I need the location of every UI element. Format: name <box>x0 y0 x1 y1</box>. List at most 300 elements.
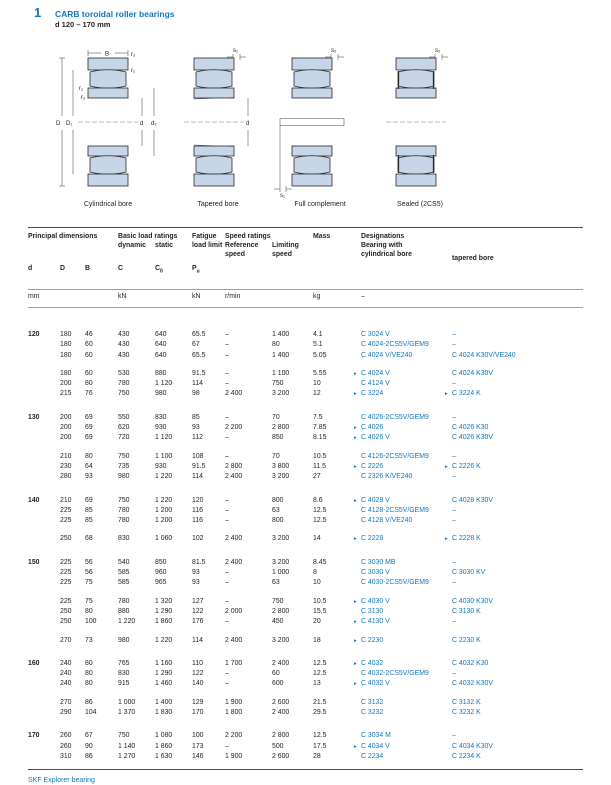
cell-C: 550 <box>118 413 130 421</box>
cell-C0: 1 320 <box>155 597 173 605</box>
cell-d <box>28 742 60 752</box>
designation-tapered: – <box>452 618 456 626</box>
cell-limiting-speed: 2 800 <box>272 732 290 740</box>
cell-B: 86 <box>85 752 93 760</box>
cell-C: 430 <box>118 351 130 359</box>
cell-designation-cylindrical <box>354 330 445 340</box>
cell-Pu: 173 <box>192 742 204 750</box>
skf-explorer-marker: ▸ <box>354 463 357 470</box>
cell-designation-tapered <box>445 617 583 627</box>
cell-C0: 1 400 <box>155 698 173 706</box>
cell-d <box>28 516 60 526</box>
cell-C: 430 <box>118 331 130 338</box>
cell-designation-tapered <box>445 679 583 689</box>
cell-limiting-speed: 1 000 <box>272 569 290 577</box>
designation-cylindrical: C 4028 V <box>361 496 390 504</box>
cell-limiting-speed: 2 400 <box>272 709 290 717</box>
dim-label-s2: s₂ <box>435 48 441 54</box>
designation-tapered: C 2228 K <box>452 535 481 543</box>
cell-reference-speed: 2 000 <box>225 607 243 615</box>
cell-mass: 18 <box>313 636 321 644</box>
designation-tapered: C 3030 KV <box>452 569 486 577</box>
cell-reference-speed: – <box>225 413 229 421</box>
cell-B: 60 <box>85 341 93 349</box>
cell-limiting-speed: 3 200 <box>272 558 290 566</box>
table-row <box>28 413 583 423</box>
designation-cylindrical: C 3030 MB <box>361 558 396 566</box>
cell-limiting-speed: 80 <box>272 341 280 349</box>
table-row <box>28 452 583 462</box>
cell-C: 430 <box>118 341 130 349</box>
table-row <box>28 597 583 607</box>
cell-D: 180 <box>60 331 72 338</box>
sym-B: B <box>85 265 90 272</box>
cell-limiting-speed: 63 <box>272 506 280 514</box>
designation-cylindrical: C 3034 M <box>361 732 391 740</box>
cell-Pu: 93 <box>192 579 200 587</box>
cell-designation-tapered <box>445 506 583 516</box>
cell-Pu: 122 <box>192 607 204 615</box>
cell-C: 750 <box>118 496 130 504</box>
cell-C: 1 140 <box>118 742 136 750</box>
figure-caption: Sealed (2CS5) <box>397 201 443 208</box>
cell-designation-cylindrical <box>354 636 445 646</box>
cell-designation-cylindrical <box>354 752 445 762</box>
cell-B: 69 <box>85 434 93 442</box>
cell-limiting-speed: 600 <box>272 680 284 688</box>
cell-mass: 10 <box>313 380 321 388</box>
cell-C: 540 <box>118 558 130 566</box>
cell-reference-speed: 2 200 <box>225 732 243 740</box>
cell-reference-speed: 2 200 <box>225 424 243 432</box>
cell-mass: 8.15 <box>313 434 327 442</box>
col-designations-3: cylindrical bore <box>361 251 412 258</box>
cell-d <box>28 534 60 544</box>
cell-D: 280 <box>60 473 72 481</box>
designation-tapered: C 3224 K <box>452 390 481 398</box>
cell-reference-speed: – <box>225 434 229 442</box>
designation-tapered: C 4028 K30V <box>452 496 493 504</box>
cell-C0: 1 220 <box>155 636 173 644</box>
cell-B: 104 <box>85 709 97 717</box>
cell-reference-speed: – <box>225 742 229 750</box>
cell-designation-cylindrical <box>354 423 445 433</box>
designation-tapered: C 4032 K30V <box>452 680 493 688</box>
cell-limiting-speed: 60 <box>272 670 280 678</box>
designation-tapered: – <box>452 579 456 587</box>
cell-mass: 7.85 <box>313 424 327 432</box>
cell-B: 69 <box>85 496 93 504</box>
cell-d <box>28 636 60 646</box>
cell-C: 750 <box>118 732 130 740</box>
cell-C0: 1 080 <box>155 732 173 740</box>
cell-C0: 640 <box>155 341 167 349</box>
cell-C0: 1 120 <box>155 380 173 388</box>
cell-designation-tapered <box>445 742 583 752</box>
cell-designation-tapered <box>445 389 583 399</box>
cell-reference-speed: – <box>225 351 229 359</box>
cell-designation-tapered <box>445 558 583 568</box>
cell-C: 585 <box>118 569 130 577</box>
cell-reference-speed: 1 900 <box>225 698 243 706</box>
cell-reference-speed: 2 400 <box>225 473 243 481</box>
cell-B: 67 <box>85 732 93 740</box>
cell-designation-tapered <box>445 578 583 588</box>
cell-limiting-speed: 800 <box>272 496 284 504</box>
cell-C0: 1 160 <box>155 659 173 667</box>
col-mass: Mass <box>313 233 331 240</box>
designation-cylindrical: C 3130 <box>361 607 384 615</box>
cell-B: 85 <box>85 506 93 514</box>
bearing-drawing-cylindrical <box>52 46 164 198</box>
cell-C: 720 <box>118 434 130 442</box>
designation-tapered: – <box>452 506 456 514</box>
designation-cylindrical: C 3232 <box>361 709 384 717</box>
skf-explorer-marker: ▸ <box>354 598 357 605</box>
designation-cylindrical: C 4026-2CS5V/GEM9 <box>361 413 429 421</box>
dim-label-r1-left: r₁ <box>79 86 84 92</box>
cell-C: 830 <box>118 670 130 678</box>
cell-limiting-speed: 1 100 <box>272 369 290 377</box>
cell-reference-speed: – <box>225 452 229 460</box>
cell-designation-tapered <box>445 669 583 679</box>
cell-reference-speed: 2 400 <box>225 535 243 543</box>
cell-Pu: 91.5 <box>192 462 206 470</box>
cell-D: 270 <box>60 636 72 644</box>
cell-reference-speed: – <box>225 579 229 587</box>
cell-D: 225 <box>60 569 72 577</box>
cell-limiting-speed: 63 <box>272 579 280 587</box>
dim-label-d2: d₂ <box>151 121 157 127</box>
cell-reference-speed: 2 400 <box>225 390 243 398</box>
cell-designation-cylindrical <box>354 496 445 506</box>
cell-mass: 11.5 <box>313 462 326 470</box>
section-number: 1 <box>34 5 42 20</box>
figure-caption: Full complement <box>294 201 346 208</box>
cell-B: 69 <box>85 413 93 421</box>
table-row <box>28 369 583 379</box>
cell-Pu: 112 <box>192 434 203 442</box>
cell-designation-cylindrical <box>354 659 445 669</box>
cell-designation-cylindrical <box>354 607 445 617</box>
cell-designation-tapered <box>445 636 583 646</box>
designation-tapered: – <box>452 341 456 349</box>
cell-designation-tapered <box>445 568 583 578</box>
skf-explorer-marker: ▸ <box>354 637 357 644</box>
cell-D: 225 <box>60 597 72 605</box>
col-dynamic: dynamic <box>118 242 146 249</box>
unit-designations: – <box>361 293 365 300</box>
cell-reference-speed: – <box>225 369 229 377</box>
page-title: CARB toroidal roller bearings <box>55 9 175 19</box>
table-row <box>28 516 583 526</box>
bore-group-d-170 <box>28 731 583 762</box>
cell-d <box>28 389 60 399</box>
cell-D: 200 <box>60 434 72 442</box>
designation-tapered: C 4024 K30V/VE240 <box>452 351 516 359</box>
cell-d: 130 <box>28 413 40 421</box>
cell-designation-cylindrical <box>354 568 445 578</box>
cell-mass: 12.5 <box>313 732 327 740</box>
cell-designation-cylindrical <box>354 413 445 423</box>
dim-label-s1: s₁ <box>233 48 239 54</box>
cell-B: 80 <box>85 452 93 460</box>
cell-designation-tapered <box>445 698 583 708</box>
designation-cylindrical: C 3132 <box>361 698 384 706</box>
cell-d <box>28 708 60 718</box>
unit-mm: mm <box>28 293 40 300</box>
cell-D: 225 <box>60 558 72 566</box>
table-row <box>28 731 583 741</box>
cell-designation-tapered <box>445 607 583 617</box>
cell-Pu: 93 <box>192 424 200 432</box>
dim-label-s2: s₂ <box>331 48 337 54</box>
explorer-footnote: SKF Explorer bearing <box>28 777 95 784</box>
table-row <box>28 506 583 516</box>
cell-D: 250 <box>60 618 72 626</box>
rule-above-units <box>28 289 583 290</box>
table-row <box>28 698 583 708</box>
designation-tapered: C 3232 K <box>452 709 481 717</box>
cell-d: 160 <box>28 659 40 667</box>
cell-B: 60 <box>85 351 93 359</box>
designation-tapered: – <box>452 558 456 566</box>
dim-label-d: d <box>246 121 250 127</box>
cell-B: 90 <box>85 742 93 750</box>
col-principal-dimensions: Principal dimensions <box>28 233 98 240</box>
cell-mass: 20 <box>313 618 321 626</box>
cell-mass: 28 <box>313 752 321 760</box>
cell-reference-speed: – <box>225 380 229 388</box>
skf-explorer-marker: ▸ <box>354 619 357 626</box>
table-header <box>28 227 583 331</box>
designation-cylindrical: C 4032 <box>361 659 384 667</box>
cell-reference-speed: 1 700 <box>225 659 243 667</box>
cell-d <box>28 578 60 588</box>
designation-tapered: – <box>452 380 456 388</box>
cell-C: 1 220 <box>118 618 136 626</box>
cell-limiting-speed: 2 600 <box>272 698 290 706</box>
cell-limiting-speed: 750 <box>272 380 284 388</box>
cell-limiting-speed: 850 <box>272 434 284 442</box>
cell-C0: 1 460 <box>155 680 173 688</box>
table-row <box>28 752 583 762</box>
designation-cylindrical: C 3224 <box>361 390 384 398</box>
cell-mass: 8.6 <box>313 496 323 504</box>
cell-designation-tapered <box>445 423 583 433</box>
cell-designation-cylindrical <box>354 597 445 607</box>
cell-D: 260 <box>60 732 72 740</box>
cell-C: 735 <box>118 462 130 470</box>
designation-tapered: C 3132 K <box>452 698 481 706</box>
cell-Pu: 98 <box>192 390 200 398</box>
cell-B: 75 <box>85 597 93 605</box>
cell-mass: 5.05 <box>313 351 327 359</box>
dim-label-r2-top: r₂ <box>131 52 136 58</box>
cell-D: 225 <box>60 517 72 525</box>
cell-D: 225 <box>60 506 72 514</box>
cell-reference-speed: – <box>225 506 229 514</box>
table-row <box>28 607 583 617</box>
cell-D: 240 <box>60 680 72 688</box>
cell-C0: 965 <box>155 579 167 587</box>
figure-caption: Tapered bore <box>197 201 239 208</box>
footer-rule <box>28 769 583 770</box>
skf-explorer-marker: ▸ <box>354 743 357 750</box>
cell-mass: 12.5 <box>313 659 327 667</box>
col-designations-1: Designations <box>361 233 405 240</box>
cell-limiting-speed: 1 400 <box>272 331 290 338</box>
cell-B: 76 <box>85 390 93 398</box>
rule-below-units <box>28 307 583 308</box>
designation-cylindrical: C 4128-2CS5V/GEM9 <box>361 506 429 514</box>
cell-C0: 1 120 <box>155 434 173 442</box>
cell-D: 240 <box>60 659 72 667</box>
cell-designation-cylindrical <box>354 462 445 472</box>
cell-D: 260 <box>60 742 72 750</box>
cell-C0: 930 <box>155 462 167 470</box>
cell-B: 93 <box>85 473 93 481</box>
cell-designation-cylindrical <box>354 679 445 689</box>
cell-designation-cylindrical <box>354 506 445 516</box>
dim-label-r1-top: r₁ <box>131 68 136 74</box>
col-static: static <box>155 242 174 249</box>
cell-B: 68 <box>85 535 93 543</box>
cell-Pu: 176 <box>192 618 204 626</box>
cell-Pu: 114 <box>192 380 203 388</box>
cell-limiting-speed: 3 800 <box>272 462 290 470</box>
cell-C0: 640 <box>155 331 167 338</box>
col-limiting-1: Limiting <box>272 242 299 249</box>
cell-reference-speed: 2 400 <box>225 558 243 566</box>
cell-Pu: 146 <box>192 752 204 760</box>
dim-label-D1: D₁ <box>66 121 73 127</box>
designation-cylindrical: C 2228 <box>361 535 384 543</box>
designation-tapered: C 4026 K30 <box>452 424 489 432</box>
cell-d <box>28 462 60 472</box>
cell-Pu: 170 <box>192 709 204 717</box>
skf-explorer-marker: ▸ <box>354 425 357 432</box>
table-row <box>28 462 583 472</box>
cell-C0: 1 860 <box>155 618 173 626</box>
cell-limiting-speed: 2 800 <box>272 607 290 615</box>
cell-designation-cylindrical <box>354 742 445 752</box>
cell-C0: 1 200 <box>155 506 173 514</box>
cell-mass: 17.5 <box>313 742 327 750</box>
cell-reference-speed: – <box>225 569 229 577</box>
cell-designation-tapered <box>445 462 583 472</box>
cell-mass: 4.1 <box>313 331 323 338</box>
cell-designation-tapered <box>445 330 583 340</box>
cell-designation-cylindrical <box>354 669 445 679</box>
cell-d <box>28 597 60 607</box>
cell-limiting-speed: 750 <box>272 597 284 605</box>
cell-limiting-speed: 3 200 <box>272 473 290 481</box>
cell-designation-cylindrical <box>354 379 445 389</box>
cell-C0: 1 630 <box>155 752 173 760</box>
cell-D: 210 <box>60 496 72 504</box>
table-row <box>28 472 583 482</box>
bore-group-d-150 <box>28 558 583 646</box>
cell-C: 765 <box>118 659 130 667</box>
cell-Pu: 114 <box>192 636 203 644</box>
table-row <box>28 708 583 718</box>
cell-d <box>28 433 60 443</box>
table-row <box>28 669 583 679</box>
cell-designation-tapered <box>445 413 583 423</box>
dim-label-B: B <box>105 51 110 58</box>
skf-explorer-marker: ▸ <box>354 681 357 688</box>
designation-cylindrical: C 4032 V <box>361 680 390 688</box>
cell-Pu: 116 <box>192 506 203 514</box>
table-row <box>28 351 583 361</box>
col-speed-ratings: Speed ratings <box>225 233 271 240</box>
designation-tapered: C 4034 K30V <box>452 742 493 750</box>
cell-reference-speed: – <box>225 331 229 338</box>
cell-C0: 830 <box>155 413 167 421</box>
cell-mass: 15.5 <box>313 607 327 615</box>
bearing-drawing-tapered <box>170 46 266 198</box>
cell-d <box>28 369 60 379</box>
figure-caption: Cylindrical bore <box>83 201 133 208</box>
cell-D: 250 <box>60 535 72 543</box>
designation-cylindrical: C 4024 V/VE240 <box>361 351 413 359</box>
sym-C0: $C_0$ <box>155 265 163 275</box>
cell-d: 140 <box>28 496 40 504</box>
designation-cylindrical: C 3030 V <box>361 569 390 577</box>
designation-cylindrical: C 3024 V <box>361 331 390 338</box>
col-fatigue-1: Fatigue <box>192 233 217 240</box>
cell-Pu: 81.5 <box>192 558 206 566</box>
cell-d: 170 <box>28 732 40 740</box>
cell-designation-cylindrical <box>354 433 445 443</box>
cell-Pu: 122 <box>192 670 204 678</box>
cell-B: 86 <box>85 698 93 706</box>
cell-D: 310 <box>60 752 72 760</box>
designation-cylindrical: C 4126-2CS5V/GEM9 <box>361 452 429 460</box>
cell-designation-tapered <box>445 534 583 544</box>
cell-designation-cylindrical <box>354 472 445 482</box>
cell-C0: 960 <box>155 569 167 577</box>
cell-designation-cylindrical <box>354 708 445 718</box>
dim-label-D: D <box>56 121 61 127</box>
cell-limiting-speed: 500 <box>272 742 284 750</box>
bore-group-d-120 <box>28 330 583 400</box>
bore-group-d-140 <box>28 496 583 545</box>
cell-mass: 12.5 <box>313 517 327 525</box>
cell-Pu: 65.5 <box>192 351 206 359</box>
cell-limiting-speed: 70 <box>272 452 280 460</box>
designation-cylindrical: C 4124 V <box>361 380 390 388</box>
cell-C: 620 <box>118 424 130 432</box>
cell-C: 530 <box>118 369 130 377</box>
cell-C: 980 <box>118 636 130 644</box>
cell-reference-speed: – <box>225 597 229 605</box>
cell-d: 150 <box>28 558 40 566</box>
cell-C0: 880 <box>155 369 167 377</box>
cell-C0: 1 220 <box>155 496 173 504</box>
cell-D: 215 <box>60 390 72 398</box>
cell-d <box>28 679 60 689</box>
designation-tapered: C 4030 K30V <box>452 597 493 605</box>
cell-B: 80 <box>85 680 93 688</box>
cell-B: 75 <box>85 579 93 587</box>
designation-tapered: – <box>452 517 456 525</box>
skf-explorer-marker: ▸ <box>354 370 357 377</box>
cell-designation-tapered <box>445 452 583 462</box>
col-reference-1: Reference <box>225 242 259 249</box>
cell-B: 85 <box>85 517 93 525</box>
